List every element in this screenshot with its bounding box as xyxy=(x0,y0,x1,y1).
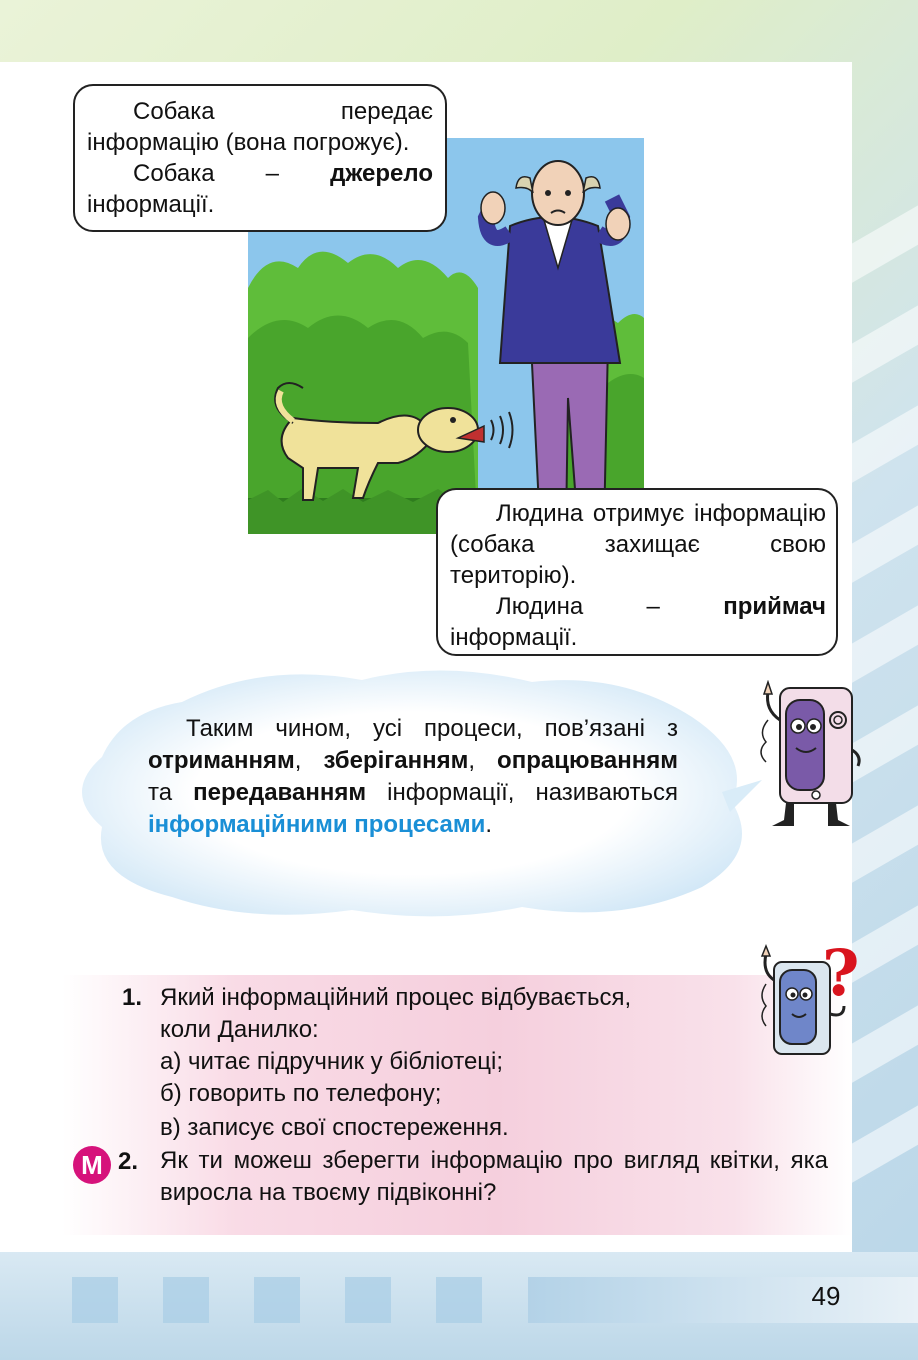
footer-square xyxy=(436,1277,482,1323)
question-2-text: Як ти можеш зберегти інформацію про вигляд квітки, яка виросла на твоєму підвіконні? xyxy=(160,1147,828,1206)
question-mark-icon: ? xyxy=(822,936,860,1011)
speech-bubble-dog xyxy=(73,84,447,232)
footer-square xyxy=(72,1277,118,1323)
bubble-man-line1: Людина отримує інформацію (собака захищає свою територію). xyxy=(450,500,826,589)
term-source: джерело xyxy=(330,160,433,187)
question-2-number: 2. xyxy=(118,1148,139,1175)
footer-square xyxy=(345,1277,391,1323)
term-receiver: приймач xyxy=(723,593,826,620)
question-1-line1: Який інформаційний процес відбувається, xyxy=(160,984,632,1011)
question-1-option-b: б) говорить по телефону; xyxy=(160,1080,442,1107)
question-1-line2: коли Данилко: xyxy=(160,1016,319,1043)
bubble-dog-line1: Собака передає інформацію (вона погрожує). xyxy=(87,98,433,156)
speech-bubble-man xyxy=(436,488,838,656)
footer-bar xyxy=(528,1277,918,1323)
footer-square xyxy=(254,1277,300,1323)
m-badge-icon: М xyxy=(73,1146,111,1184)
page-number: 49 xyxy=(811,1281,841,1311)
bubble-dog-line2: Собака – джерело інформації. xyxy=(87,160,433,218)
question-1-number: 1. xyxy=(122,984,143,1011)
term-information-processes: інформаційними процесами xyxy=(148,811,486,838)
definition-text: Таким чином, усі процеси, пов’язані з отриманням, зберіганням, опрацюванням та передаванням інформації, називаються інформаційними процесами. xyxy=(148,715,678,838)
question-1-option-c: в) записує свої спостереження. xyxy=(160,1114,509,1141)
computer-mascot-icon xyxy=(750,680,862,830)
bubble-man-line2: Людина – приймач інформації. xyxy=(450,593,826,651)
footer-square xyxy=(163,1277,209,1323)
question-1-option-a: а) читає підручник у бібліотеці; xyxy=(160,1048,504,1075)
